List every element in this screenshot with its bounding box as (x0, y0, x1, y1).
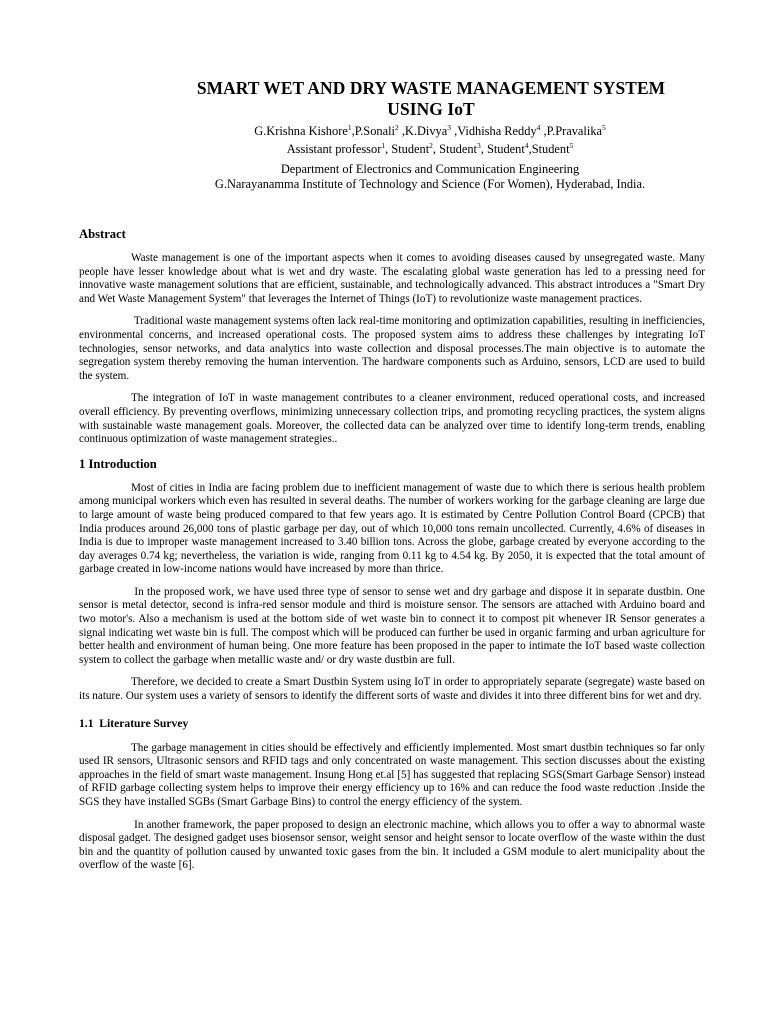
author-affiliation-mark: 2 (394, 123, 399, 132)
institution: G.Narayanamma Institute of Technology and Science (For Women), Hyderabad, India. (214, 177, 646, 191)
author-list: G.Krishna Kishore$^1$,P.Sonali$^2$ ,K.Divya$^3$ ,Vidhisha Reddy$^4$ ,P.Pravalika$^5$ (254, 123, 606, 138)
abstract-heading: Abstract (79, 227, 126, 241)
role-affiliation-mark: 3 (477, 141, 481, 150)
title-line-2: USING IoT (387, 99, 475, 119)
department: Department of Electronics and Communication Engineering (280, 162, 580, 176)
author-affiliation-mark: 3 (447, 123, 451, 132)
role-affiliation-mark: 2 (429, 141, 433, 150)
author-role: Student (439, 142, 477, 156)
literature-survey-heading: 1.1 Literature Survey (79, 716, 189, 730)
author-role: Student (531, 142, 570, 156)
author-affiliation-mark: 5 (602, 123, 606, 132)
introduction-paragraph: Therefore, we decided to create a Smart Dustbin System using IoT in order to appropriately separate (segregate) waste based on its nature. Our system uses a variety of sensors to identify the different sorts of waste and divides it into three different bins for wet and dry. (79, 676, 705, 703)
author-name: G.Krishna Kishore (254, 124, 348, 138)
introduction-heading: 1 Introduction (79, 456, 157, 471)
author-name: P.Sonali (354, 124, 395, 138)
author-affiliation-mark: 4 (536, 123, 541, 132)
paper-body (79, 226, 708, 873)
introduction-paragraph: Most of cities in India are facing problem due to inefficient management of waste due to which there is serious health problem among municipal workers which even has resulted in several deaths. The number of workers working for the garbage cleaning are large due to large amount of waste being produced compared to that few years ago. It is estimated by Centre Pollution Control Board (CPCB) that India produces around 26,000 tons of plastic garbage per day, out of which 10,000 tons remain uncollected. Currently, 4.6% of diseases in India is due to improper waste management increased to 3.40 billion tons. Across the globe, garbage created by everyone according to the day averages 0.74 kg; nevertheless, the variation is wide, ranging from 0.11 kg to 4.54 kg. By 2050, it is expected that the total amount of garbage created in low-income nations would have increased by more than thrice. (79, 481, 705, 576)
author-role: Student (391, 142, 430, 156)
paper-title (0, 78, 768, 120)
introduction-paragraph: In the proposed work, we have used three type of sensor to sense wet and dry garbage and dispose it in separate dustbin. One sensor is metal detector, second is infra-red sensor module and third is moisture sensor. The sensors are attached with Arduino board and two motor's. Also a mechanism is used at the bottom side of wet waste bin to connect it to compost pit whenever IR Sensor generates a signal indicating wet waste bin is full. The compost which will be produced can further be used in organic farming and urban agriculture for better health and environment of human being. One more feature has been proposed in the paper to intimate the IoT based waste collection system to collect the garbage when metallic waste and/ or dry waste dustbin are full. (79, 585, 708, 666)
author-roles: Assistant professor$^1$, Student$^2$, Student$^3$, Student$^4$,Student$^5$ (286, 141, 574, 156)
literature-survey-paragraph: In another framework, the paper proposed to design an electronic machine, which allows you to offer a way to abnormal waste disposal gadget. The designed gadget uses biosensor sensor, weight sensor and height sensor to locate overflow of the waste within the dust bin and the quantity of pollution caused by unwanted toxic gases from the bin. It included a GSM module to alert municipality about the overflow of the waste [6]. (79, 818, 708, 872)
author-affiliation-mark: 1 (347, 123, 352, 132)
author-name: K.Divya (404, 124, 448, 138)
title-line-1: SMART WET AND DRY WASTE MANAGEMENT SYSTEM (196, 78, 666, 98)
paper-header (0, 78, 768, 192)
author-role: Assistant professor (286, 142, 382, 156)
author-name: P.Pravalika (546, 124, 603, 138)
literature-survey-paragraph: The garbage management in cities should be effectively and efficiently implemented. Most smart dustbin techniques so far only used IR sensors, Ultrasonic sensors and RFID tags and only concentrated on waste management. This section discusses about the existing approaches in the field of smart waste management. Insung Hong et.al [5] has suggested that replacing SGS(Smart Garbage Sensor) instead of RFID garbage collecting system helps to improve their energy efficiency up to 16% and can reduce the food waste reduction .Inside the SGS they have installed SGBs (Smart Garbage Bins) to control the energy efficiency of the system. (79, 741, 705, 808)
abstract-paragraph: Traditional waste management systems often lack real-time monitoring and optimization capabilities, resulting in inefficiencies, environmental concerns, and increased operational costs. The proposed system aims to address these challenges by integrating IoT technologies, sensor networks, and data analytics into waste collection and disposal processes.The main objective is to automate the segregation system thereby removing the human intervention. The hardware components such as Arduino, sensors, LCD are used to build the system. (79, 315, 708, 382)
abstract-paragraph: Waste management is one of the important aspects when it comes to avoiding diseases caused by unsegregated waste. Many people have lesser knowledge about what is wet and dry waste. The escalating global waste generation has led to a pressing need for innovative waste management solutions that are efficient, sustainable, and technologically advanced. This abstract introduces a "Smart Dry and Wet Waste Management System" that leverages the Internet of Things (IoT) to revolutionize waste management practices. (79, 252, 705, 305)
abstract-paragraph: The integration of IoT in waste management contributes to a cleaner environment, reduced operational costs, and increased overall efficiency. By preventing overflows, minimizing unnecessary collection trips, and promoting recycling practices, the system aligns with sustainable waste management goals. Moreover, the collected data can be analyzed over time to identify long-term trends, enabling continuous optimization of waste management strategies.. (79, 392, 705, 446)
role-affiliation-mark: 1 (381, 141, 386, 150)
author-name: Vidhisha Reddy (457, 124, 537, 138)
author-role: Student (486, 142, 525, 156)
role-affiliation-mark: 4 (524, 141, 529, 150)
role-affiliation-mark: 5 (569, 141, 574, 150)
